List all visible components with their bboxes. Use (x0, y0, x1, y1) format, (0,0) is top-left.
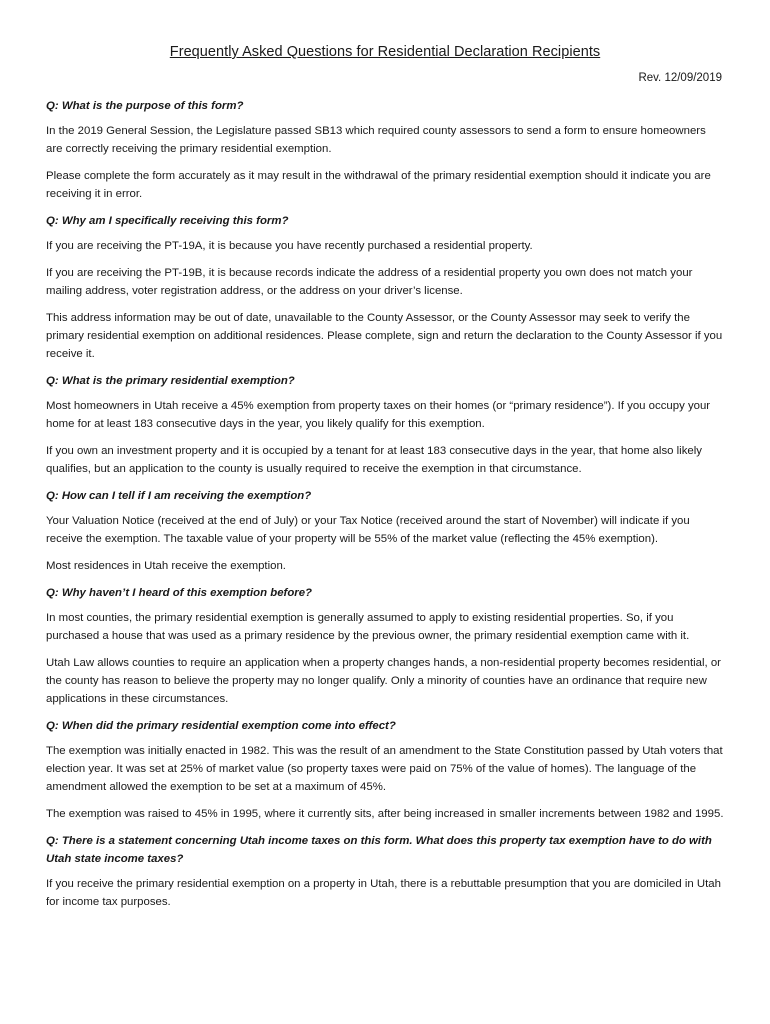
faq-section-history (46, 717, 724, 823)
faq-section-purpose (46, 97, 724, 203)
faq-question: Q: What is the purpose of this form? (46, 100, 244, 112)
faq-question: Q: Why haven’t I heard of this exemption before? (46, 587, 313, 599)
faq-section-not-heard (46, 584, 724, 708)
faq-answer: This address information may be out of date, unavailable to the County Assessor, or the County Assessor may seek to verify the primary residential exemption on additional residences. Please complete, sign and return the declaration to the County Assessor if you receive it. (46, 312, 723, 360)
document-title: Frequently Asked Questions for Residential Declaration Recipients (169, 44, 601, 60)
faq-question: Q: Why am I specifically receiving this form? (46, 215, 289, 227)
revision-date: Rev. 12/09/2019 (638, 72, 722, 84)
faq-answer: The exemption was raised to 45% in 1995, where it currently sits, after being increased in smaller increments between 1982 and 1995. (46, 808, 724, 820)
faq-answer: In the 2019 General Session, the Legislature passed SB13 which required county assessors to send a form to ensure homeowners are correctly receiving the primary residential exemption. (46, 125, 706, 155)
faq-answer: If you receive the primary residential exemption on a property in Utah, there is a rebuttable presumption that you are domiciled in Utah for income tax purposes. (46, 878, 721, 908)
faq-question: Q: How can I tell if I am receiving the exemption? (46, 490, 312, 502)
faq-answer: If you are receiving the PT-19A, it is because you have recently purchased a residential property. (46, 240, 533, 252)
faq-answer: Most residences in Utah receive the exemption. (46, 560, 286, 572)
faq-question: Q: When did the primary residential exemption come into effect? (46, 720, 396, 732)
faq-answer: The exemption was initially enacted in 1982. This was the result of an amendment to the State Constitution passed by Utah voters that election year. It was set at 25% of market value (so property taxes were paid on 75% of the value of homes). The language of the amendment allowed the exemption to be set at a maximum of 45%. (46, 745, 723, 793)
faq-answer: If you own an investment property and it is occupied by a tenant for at least 183 consecutive days in the year, that home also likely qualifies, but an application to the county is usually required to receive the exemption in that circumstance. (46, 445, 702, 475)
faq-answer: In most counties, the primary residential exemption is generally assumed to apply to existing residential properties. So, if you purchased a house that was used as a primary residence by the previous owner, the primary residential exemption came with it. (46, 612, 690, 642)
faq-section-income-tax (46, 832, 724, 911)
faq-question: Q: What is the primary residential exemption? (46, 375, 295, 387)
faq-section-what-is-exemption (46, 372, 724, 478)
faq-answer: If you are receiving the PT-19B, it is because records indicate the address of a residential property you own does not match your mailing address, voter registration address, or the address on your driver’s license. (46, 267, 693, 297)
faq-question: Q: There is a statement concerning Utah income taxes on this form. What does this property tax exemption have to do with Utah state income taxes? (46, 835, 712, 865)
faq-section-how-to-tell (46, 487, 724, 575)
faq-section-why-receiving (46, 212, 724, 363)
faq-answer: Utah Law allows counties to require an application when a property changes hands, a non-residential property becomes residential, or the county has reason to believe the property may no longer qualify. Only a minority of counties have an ordinance that require new applications in these circumstances. (46, 657, 721, 705)
faq-answer: Please complete the form accurately as it may result in the withdrawal of the primary residential exemption should it indicate you are receiving it in error. (46, 170, 711, 200)
faq-answer: Most homeowners in Utah receive a 45% exemption from property taxes on their homes (or “primary residence”). If you occupy your home for at least 183 consecutive days in the year, you likely qualify for this exemption. (46, 400, 711, 430)
faq-answer: Your Valuation Notice (received at the end of July) or your Tax Notice (received around the start of November) will indicate if you receive the exemption. The taxable value of your property will be 55% of the market value (reflecting the 45% exemption). (46, 515, 690, 545)
